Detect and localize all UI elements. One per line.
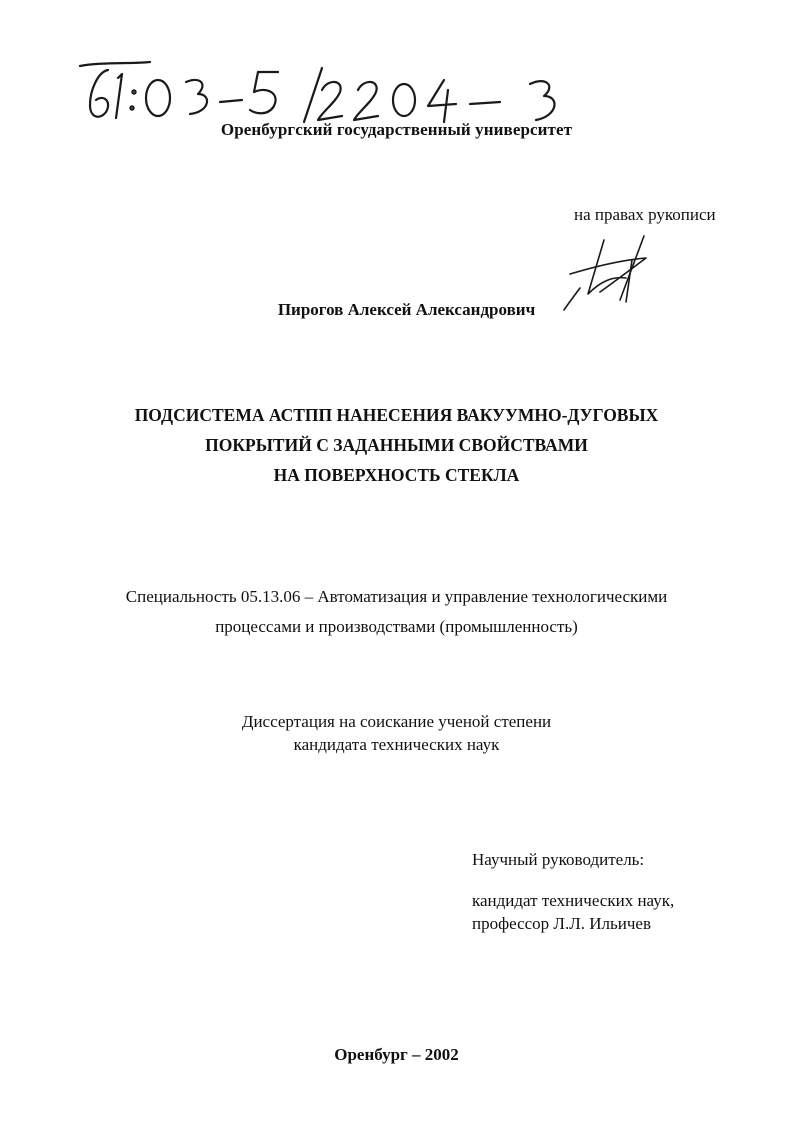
- specialty-line: Специальность 05.13.06 – Автоматизация и управление технологическими: [125, 587, 668, 606]
- specialty-block: [0, 582, 793, 642]
- degree-line: кандидата технических наук: [293, 735, 500, 754]
- degree-statement: [0, 710, 793, 756]
- place-and-year: Оренбург – 2002: [334, 1045, 459, 1064]
- supervisor-label: Научный руководитель:: [472, 850, 645, 869]
- university-name: Оренбургский государственный университет: [220, 120, 573, 139]
- supervisor-degree: кандидат технических наук,: [472, 891, 675, 910]
- dissertation-title: [0, 400, 793, 490]
- supervisor-name: профессор Л.Л. Ильичев: [472, 914, 651, 933]
- manuscript-rights-note: на правах рукописи: [574, 205, 716, 224]
- title-line: НА ПОВЕРХНОСТЬ СТЕКЛА: [273, 465, 520, 485]
- supervisor-block: [472, 848, 674, 935]
- author-name: Пирогов Алексей Александрович: [277, 300, 536, 319]
- degree-line: Диссертация на соискание ученой степени: [241, 712, 552, 731]
- title-line: ПОДСИСТЕМА АСТПП НАНЕСЕНИЯ ВАКУУМНО-ДУГОВЫХ: [134, 405, 659, 425]
- specialty-line: процессами и производствами (промышленность): [215, 617, 578, 636]
- title-line: ПОКРЫТИЙ С ЗАДАННЫМИ СВОЙСТВАМИ: [205, 435, 588, 455]
